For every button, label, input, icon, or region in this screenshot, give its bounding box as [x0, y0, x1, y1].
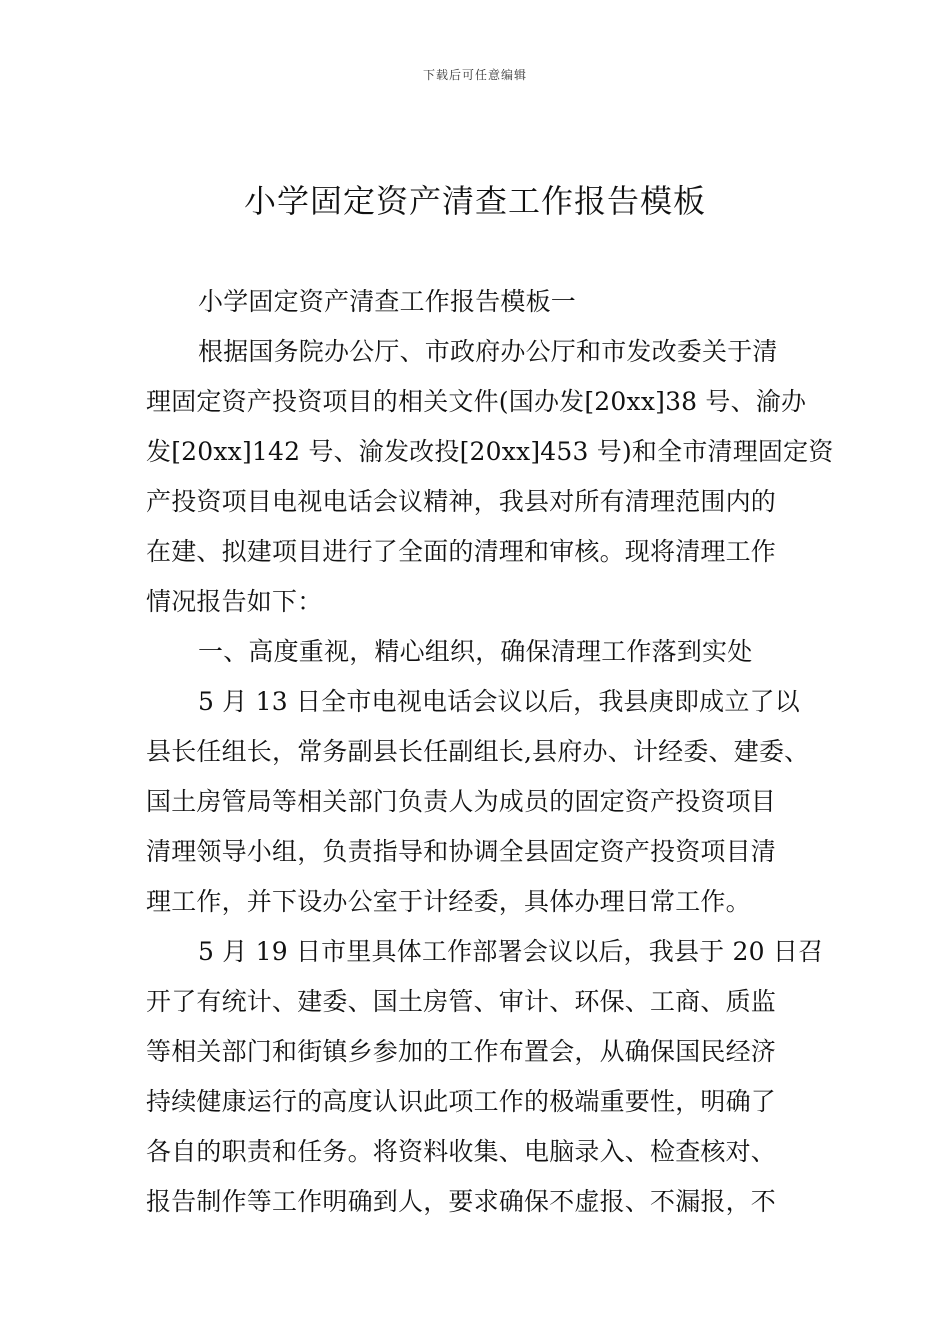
body-line: 各自的职责和任务。将资料收集、电脑录入、检查核对、	[146, 1137, 777, 1166]
body-line: 产投资项目电视电话会议精神，我县对所有清理范围内的	[146, 487, 777, 516]
body-line: 根据国务院办公厅、市政府办公厅和市发改委关于清	[198, 337, 778, 366]
body-line: 开了有统计、建委、国土房管、审计、环保、工商、质监	[146, 987, 777, 1016]
body-line: 发[20xx]142 号、渝发改投[20xx]453 号)和全市清理固定资	[146, 437, 834, 466]
header-note: 下载后可任意编辑	[422, 68, 527, 82]
body-line: 情况报告如下：	[146, 587, 323, 616]
body-line: 等相关部门和街镇乡参加的工作布置会，从确保国民经济	[146, 1037, 777, 1066]
body-line: 清理领导小组，负责指导和协调全县固定资产投资项目清	[146, 837, 777, 866]
document-body	[146, 277, 834, 1227]
body-line: 县长任组长，常务副县长任副组长,县府办、计经委、建委、	[146, 737, 810, 766]
body-line: 小学固定资产清查工作报告模板一	[198, 287, 577, 316]
body-line: 5 月 13 日全市电视电话会议以后，我县庚即成立了以	[198, 687, 800, 716]
body-line: 理工作，并下设办公室于计经委，具体办理日常工作。	[146, 887, 751, 916]
body-line: 国土房管局等相关部门负责人为成员的固定资产投资项目	[146, 787, 777, 816]
body-line: 5 月 19 日市里具体工作部署会议以后，我县于 20 日召	[198, 937, 824, 966]
body-line: 理固定资产投资项目的相关文件(国办发[20xx]38 号、渝办	[146, 387, 807, 416]
body-line: 一、高度重视，精心组织，确保清理工作落到实处	[198, 637, 753, 666]
body-line: 持续健康运行的高度认识此项工作的极端重要性，明确了	[146, 1087, 777, 1116]
document-title: 小学固定资产清查工作报告模板	[243, 182, 706, 220]
body-line: 报告制作等工作明确到人，要求确保不虚报、不漏报，不	[146, 1187, 777, 1216]
body-line: 在建、拟建项目进行了全面的清理和审核。现将清理工作	[146, 537, 777, 566]
